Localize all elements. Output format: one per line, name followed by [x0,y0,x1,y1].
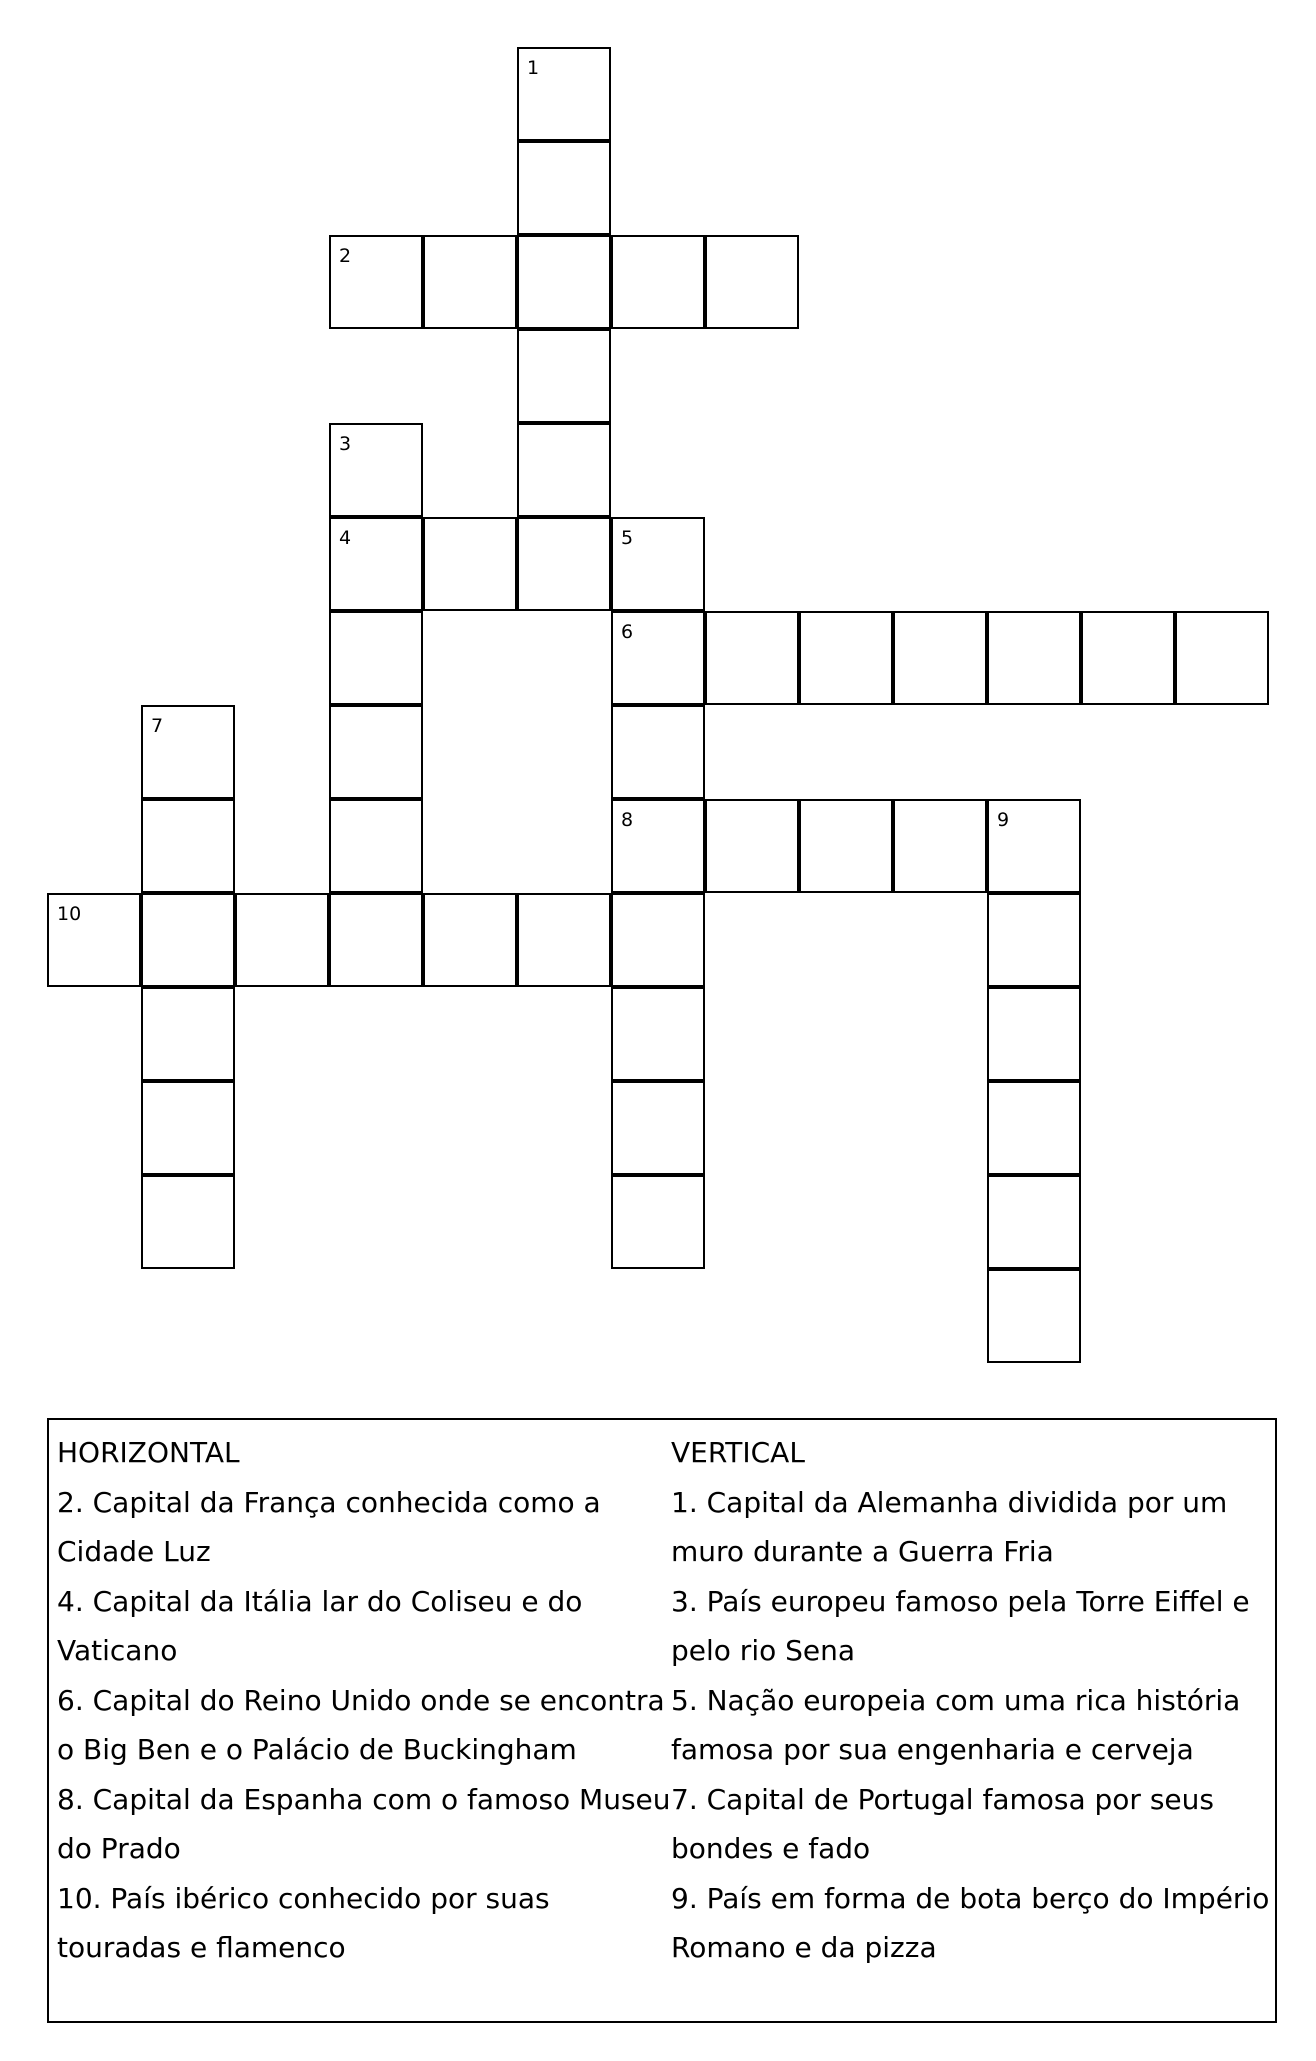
down-clue-line: 7. Capital de Portugal famosa por seus [671,1782,1214,1816]
across-clue-line: do Prado [57,1832,181,1865]
crossword-cell[interactable] [611,893,705,987]
clue-number: 1 [527,57,540,79]
down-heading: VERTICAL [671,1436,805,1469]
clue-number: 7 [151,715,164,737]
down-clue-line: 3. País europeu famoso pela Torre Eiffel e [671,1584,1250,1618]
down-clue-line: muro durante a Guerra Fria [671,1535,1054,1568]
clue-number: 5 [621,527,634,549]
crossword-cell[interactable] [893,799,987,893]
crossword-cell[interactable] [611,517,705,611]
down-clues [671,1428,1271,1973]
crossword-cell[interactable] [893,611,987,705]
clue-number: 8 [621,809,634,831]
crossword-cell[interactable] [987,611,1081,705]
crossword-cell[interactable] [987,893,1081,987]
clue-number: 9 [997,809,1010,831]
crossword-cell[interactable] [141,705,235,799]
crossword-cell[interactable] [517,47,611,141]
crossword-cell[interactable] [141,1081,235,1175]
crossword-cell[interactable] [705,799,799,893]
across-clue-line: Cidade Luz [57,1535,211,1568]
crossword-cell[interactable] [423,893,517,987]
crossword-cell[interactable] [329,893,423,987]
crossword-cell[interactable] [611,611,705,705]
crossword-cell[interactable] [517,235,611,329]
crossword-cell[interactable] [987,1269,1081,1363]
crossword-cell[interactable] [235,893,329,987]
across-clue-line: Vaticano [57,1634,178,1667]
crossword-cell[interactable] [329,705,423,799]
clue-number: 6 [621,621,634,643]
crossword-cell[interactable] [611,1175,705,1269]
across-clue-line: o Big Ben e o Palácio de Buckingham [57,1733,577,1766]
down-clue-line: 9. País em forma de bota berço do Império [671,1881,1270,1915]
crossword-cell[interactable] [141,987,235,1081]
crossword-cell[interactable] [517,517,611,611]
down-clue-line: 5. Nação europeia com uma rica história [671,1683,1241,1717]
crossword-cell[interactable] [329,611,423,705]
down-clue-line: famosa por sua engenharia e cerveja [671,1733,1194,1766]
crossword-cell[interactable] [987,799,1081,893]
across-clue-line: 2. Capital da França conhecida como a [57,1485,601,1519]
crossword-cell[interactable] [517,423,611,517]
crossword-cell[interactable] [1175,611,1269,705]
crossword-cell[interactable] [987,1175,1081,1269]
across-clue-line: 10. País ibérico conhecido por suas [57,1881,550,1915]
crossword-cell[interactable] [517,329,611,423]
crossword-cell[interactable] [611,987,705,1081]
crossword-cell[interactable] [329,235,423,329]
crossword-cell[interactable] [611,705,705,799]
clue-number: 4 [339,527,352,549]
crossword-cell[interactable] [329,799,423,893]
crossword-cell[interactable] [799,611,893,705]
clue-number: 10 [57,903,82,925]
crossword-cell[interactable] [611,799,705,893]
crossword-cell[interactable] [517,141,611,235]
crossword-cell[interactable] [611,1081,705,1175]
across-clue-line: 8. Capital da Espanha com o famoso Museu [57,1782,671,1816]
crossword-cell[interactable] [141,1175,235,1269]
down-clue-line: 1. Capital da Alemanha dividida por um [671,1485,1228,1519]
crossword-cell[interactable] [705,235,799,329]
crossword-cell[interactable] [1081,611,1175,705]
crossword-cell[interactable] [611,235,705,329]
down-clue-line: Romano e da pizza [671,1931,937,1964]
crossword-cell[interactable] [141,799,235,893]
down-clue-line: bondes e fado [671,1832,871,1865]
across-heading: HORIZONTAL [57,1436,240,1469]
crossword-cell[interactable] [517,893,611,987]
clue-number: 2 [339,245,352,267]
across-clues [57,1428,671,1973]
crossword-cell[interactable] [329,423,423,517]
crossword-cell[interactable] [799,799,893,893]
crossword-cell[interactable] [423,517,517,611]
crossword-cell[interactable] [987,987,1081,1081]
crossword-cell[interactable] [423,235,517,329]
crossword-cell[interactable] [329,517,423,611]
crossword-cell[interactable] [705,611,799,705]
crossword-cell[interactable] [987,1081,1081,1175]
across-clue-line: touradas e flamenco [57,1931,346,1964]
down-clue-line: pelo rio Sena [671,1634,856,1667]
across-clue-line: 4. Capital da Itália lar do Coliseu e do [57,1584,583,1618]
across-clue-line: 6. Capital do Reino Unido onde se encontra [57,1683,665,1717]
crossword-cell[interactable] [47,893,141,987]
crossword-cell[interactable] [141,893,235,987]
clue-number: 3 [339,433,352,455]
clues-box [47,1418,1277,2023]
